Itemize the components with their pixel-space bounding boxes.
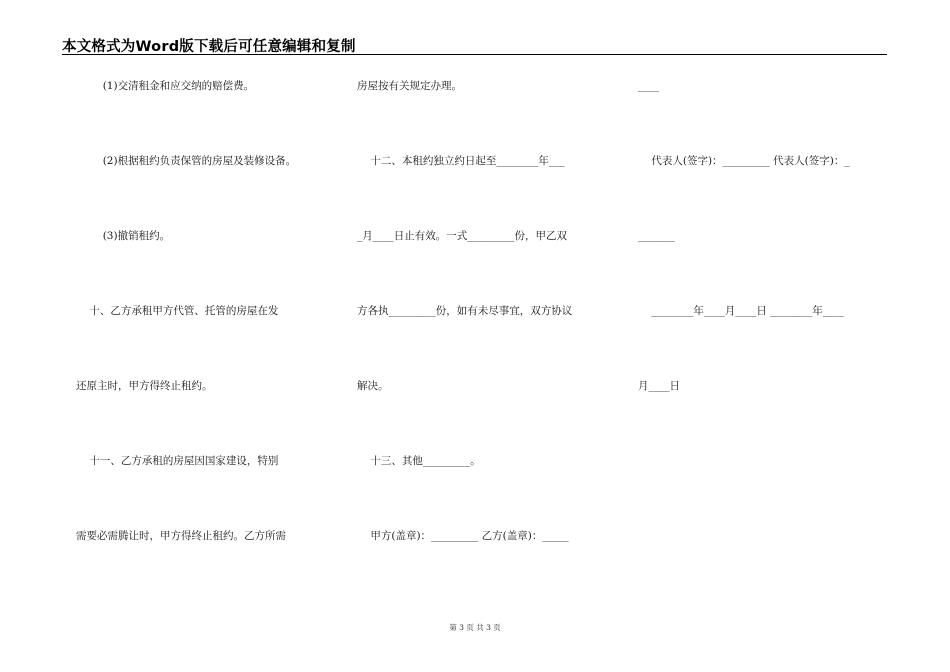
col2-line-5: 解决。 <box>357 380 389 392</box>
header-divider <box>62 54 887 55</box>
col3-line-2: 代表人(签字)：_________ 代表人(签字)：_ <box>638 155 850 167</box>
col2-line-3: _月____日止有效。一式_________份，甲乙双 <box>357 230 567 242</box>
col1-line-1: (1)交清租金和应交纳的赔偿费。 <box>76 80 255 92</box>
document-header-title: 本文格式为Word版下载后可任意编辑和复制 <box>62 39 356 55</box>
col3-line-4: ________年____月____日 ________年____ <box>638 305 844 317</box>
col2-line-1: 房屋按有关规定办理。 <box>357 80 462 92</box>
col1-line-3: (3)撤销租约。 <box>76 230 171 242</box>
col3-line-5: 月____日 <box>638 380 680 392</box>
col2-line-6: 十三、其他_________。 <box>357 455 481 467</box>
col3-line-3: _______ <box>638 230 675 242</box>
col1-line-6: 十一、乙方承租的房屋因国家建设，特别 <box>76 455 279 467</box>
col2-line-4: 方各执_________份，如有未尽事宜，双方协议 <box>357 305 573 317</box>
col3-line-1: ____ <box>638 80 659 92</box>
col2-line-7: 甲方(盖章)：_________ 乙方(盖章)：_____ <box>357 530 569 542</box>
col1-line-7: 需要必需腾让时，甲方得终止租约。乙方所需 <box>76 530 286 542</box>
col1-line-5: 还原主时，甲方得终止租约。 <box>76 380 213 392</box>
col2-line-2: 十二、本租约独立约日起至________年___ <box>357 155 565 167</box>
col1-line-4: 十、乙方承租甲方代管、托管的房屋在发 <box>76 305 279 317</box>
page-number-footer: 第 3 页 共 3 页 <box>449 623 501 632</box>
col1-line-2: (2)根据租约负责保管的房屋及装修设备。 <box>76 155 297 167</box>
